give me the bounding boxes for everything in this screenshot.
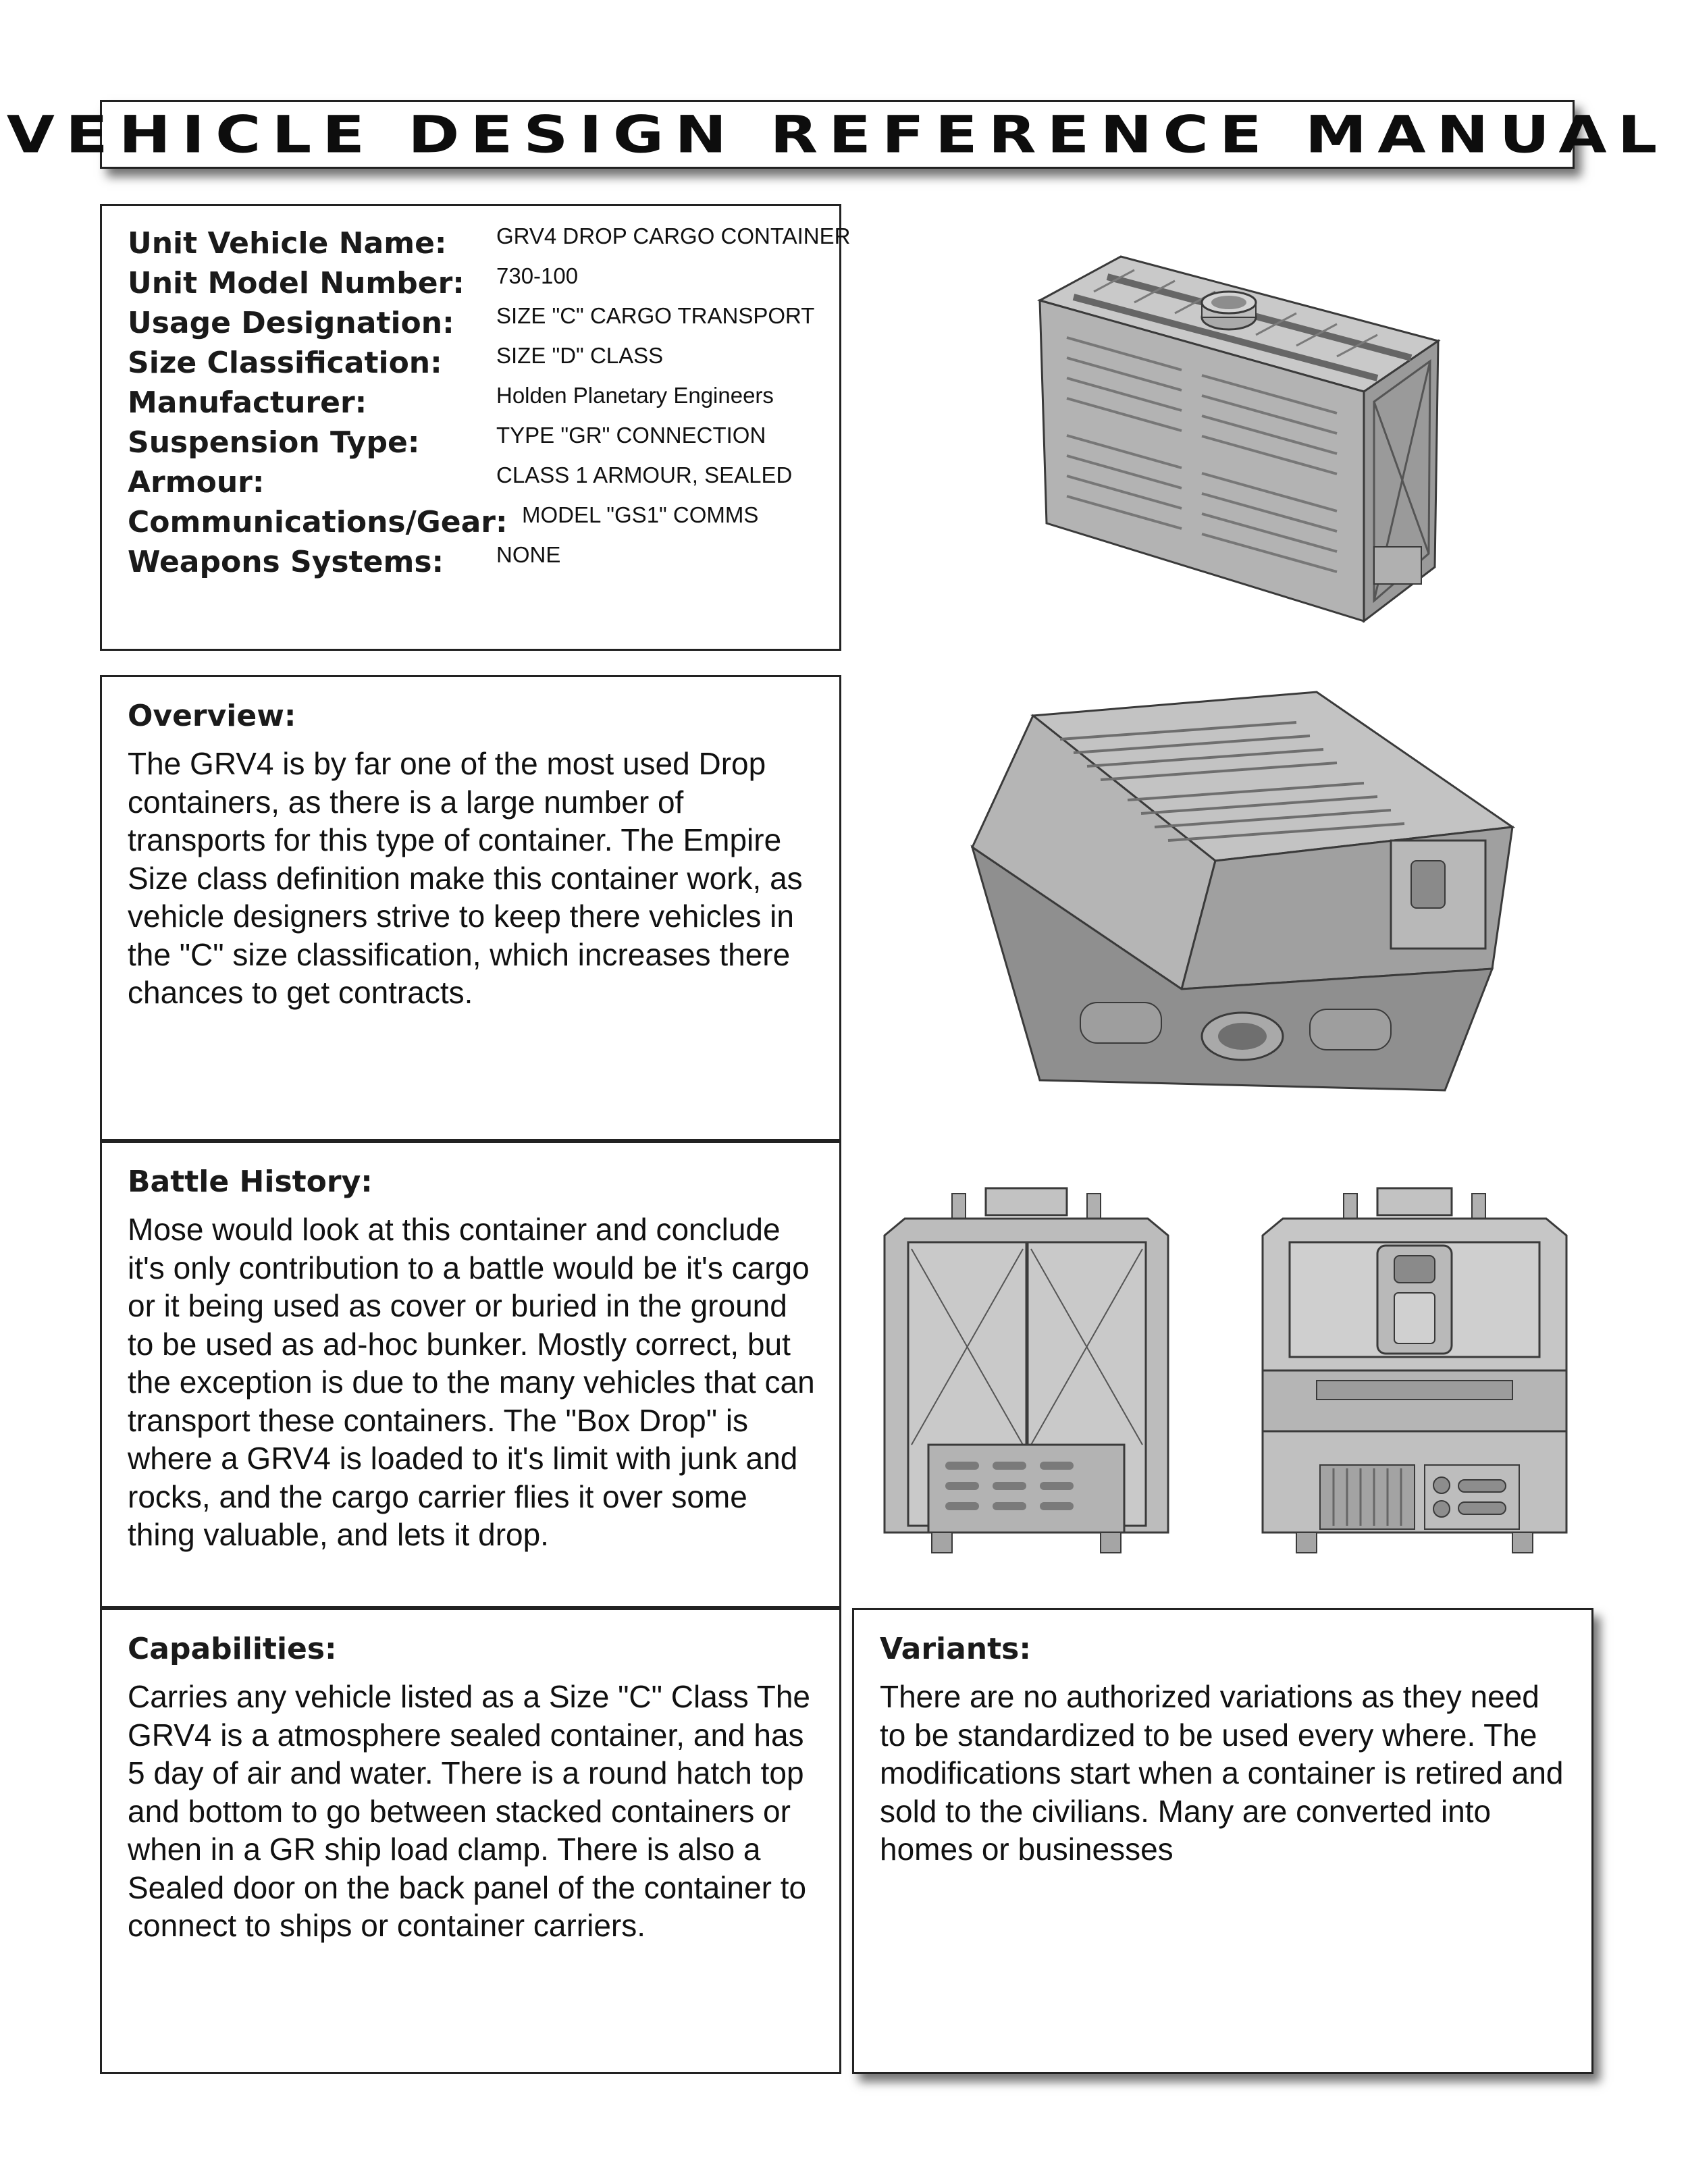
spec-label: Weapons Systems: <box>128 545 444 579</box>
container-render-rear <box>871 1175 1202 1566</box>
title-banner <box>6 100 1668 169</box>
spec-value: SIZE "D" CLASS <box>496 343 664 368</box>
spec-label: Manufacturer: <box>128 385 367 420</box>
spec-label: Armour: <box>128 465 265 500</box>
spec-value: GRV4 DROP CARGO CONTAINER <box>496 223 851 248</box>
spec-box <box>100 204 851 651</box>
container-render-isometric <box>1026 250 1452 648</box>
spec-label: Communications/Gear: <box>128 505 508 539</box>
battle-history-text: Mose would look at this container and conclude it's only contribution to a battle would be it's cargo or it being used as cover or buried in the ground to be used as ad-hoc bunker. Mostly correct, but the exception is due to the many vehicles that can transport these containers. The "Box Drop" is where a GRV4 is loaded to it's limit with junk and rocks, and the cargo carrier flies it over some thing valuable, and lets it drop. <box>128 1212 815 1552</box>
capabilities-text: Carries any vehicle listed as a Size "C" Class The GRV4 is a atmosphere sealed container, and has 5 day of air and water. There is a round hatch top and bottom to go between stacked containers or when in a GR ship load clamp. There is also a Sealed door on the back panel of the container to connect to ships or container carriers. <box>128 1679 810 1943</box>
spec-label: Usage Designation: <box>128 306 454 340</box>
page-title: VEHICLE DESIGN REFERENCE MANUAL <box>6 105 1668 164</box>
spec-label: Unit Vehicle Name: <box>128 226 447 261</box>
spec-value: Holden Planetary Engineers <box>496 383 774 408</box>
spec-value: MODEL "GS1" COMMS <box>522 502 759 527</box>
overview-title: Overview: <box>128 699 296 733</box>
overview-section <box>100 675 841 1141</box>
capabilities-title: Capabilities: <box>128 1632 337 1666</box>
battle-history-title: Battle History: <box>128 1165 373 1199</box>
battle-history-section <box>100 1141 841 1608</box>
container-render-front <box>1256 1175 1587 1566</box>
spec-value: SIZE "C" CARGO TRANSPORT <box>496 303 815 328</box>
spec-label: Size Classification: <box>128 346 442 380</box>
container-render-underside <box>959 685 1519 1117</box>
overview-text: The GRV4 is by far one of the most used Drop containers, as there is a large number of transports for this type of container. The Empire Size class definition make this container work, as vehicle designers strive to keep there vehicles in the "C" size classification, which increases there chances to get contracts. <box>128 746 803 1010</box>
spec-value: TYPE "GR" CONNECTION <box>496 423 766 448</box>
spec-value: CLASS 1 ARMOUR, SEALED <box>496 462 793 487</box>
variants-title: Variants: <box>880 1632 1031 1666</box>
capabilities-section <box>100 1608 841 2074</box>
variants-section <box>852 1608 1593 2074</box>
variants-text: There are no authorized variations as they need to be standardized to be used every where. The modifications start when a container is retired and sold to the civilians. Many are converted into homes or businesses <box>880 1679 1564 1867</box>
spec-label: Unit Model Number: <box>128 266 465 300</box>
spec-value: 730-100 <box>496 263 579 288</box>
spec-value: NONE <box>496 542 561 567</box>
spec-label: Suspension Type: <box>128 425 420 460</box>
